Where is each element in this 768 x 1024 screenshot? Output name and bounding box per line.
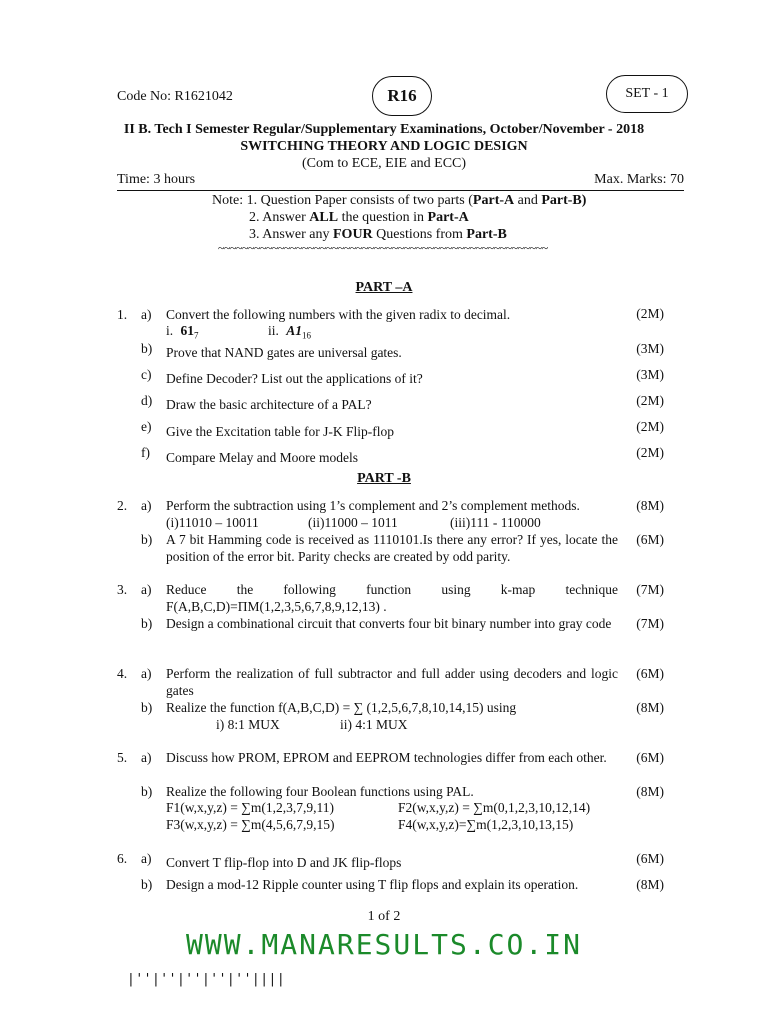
note-text: 3. Answer any <box>249 227 333 242</box>
item-marks: (2M) <box>636 419 664 434</box>
item-marks: (8M) <box>636 784 664 799</box>
question-number: 4. <box>117 666 128 681</box>
part-a-title: PART –A <box>355 280 413 295</box>
item-text: Draw the basic architecture of a PAL? <box>166 397 372 412</box>
note-text: 2. Answer <box>249 210 310 225</box>
note-text: Note: 1. Question Paper consists of two parts ( <box>212 193 473 208</box>
radix-base: 7 <box>194 330 199 341</box>
item-label: a) <box>141 307 152 322</box>
item-marks: (2M) <box>636 393 664 408</box>
item-label: b) <box>141 341 153 356</box>
watermark: WWW.MANARESULTS.CO.IN <box>185 928 582 961</box>
item-marks: (2M) <box>636 445 664 460</box>
barcode: |''|''|''|''|''|||| <box>127 972 286 987</box>
item-text: Design a combinational circuit that converts four bit binary number into gray code <box>166 616 612 631</box>
item-marks: (8M) <box>636 700 664 715</box>
mux-option-i: i) 8:1 MUX <box>216 717 280 732</box>
item-text: Design a mod-12 Ripple counter using T flip flops and explain its operation. <box>166 877 579 892</box>
item-marks: (6M) <box>636 666 664 681</box>
subtraction-i: (i)11010 – 10011 <box>166 515 259 530</box>
subtraction-ii: (ii)11000 – 1011 <box>308 515 398 530</box>
pal-function-f1: F1(w,x,y,z) = ∑m(1,2,3,7,9,11) <box>166 800 334 815</box>
item-label: b) <box>141 784 153 799</box>
note-text: the question in <box>338 210 428 225</box>
mux-option-ii: ii) 4:1 MUX <box>340 717 408 732</box>
note-line-1 <box>212 193 586 209</box>
item-label: f) <box>141 445 150 460</box>
note-text: Questions from <box>372 227 467 242</box>
item-label: e) <box>141 419 152 434</box>
item-text: Realize the function f(A,B,C,D) = ∑ (1,2,5,6,7,8,10,14,15) using <box>166 700 517 715</box>
item-text: Define Decoder? List out the applications of it? <box>166 371 423 386</box>
item-text: Reduce the following function using k-map technique <box>166 582 618 597</box>
header-divider <box>117 190 684 191</box>
item-label: b) <box>141 616 153 631</box>
item-marks: (6M) <box>636 851 664 866</box>
time-label: Time: 3 hours <box>117 172 196 187</box>
item-label: b) <box>141 532 153 547</box>
item-label: a) <box>141 851 152 866</box>
item-text: Compare Melay and Moore models <box>166 450 358 465</box>
exam-title: II B. Tech I Semester Regular/Supplementary Examinations, October/November - 2018 <box>123 122 645 137</box>
item-label: b) <box>141 700 153 715</box>
item-label: d) <box>141 393 153 408</box>
question-number: 3. <box>117 582 128 597</box>
item-text: Convert the following numbers with the given radix to decimal. <box>166 307 511 322</box>
pal-function-f4: F4(w,x,y,z)=∑m(1,2,3,10,13,15) <box>398 817 574 832</box>
question-number: 1. <box>117 307 128 322</box>
tilde-divider: ~~~~~~~~~~~~~~~~~~~~~~~~~~~~~~~~~~~~~~~~~~~~~~~~~~~~~~~ <box>218 241 548 255</box>
radix-value: 61 <box>180 323 195 338</box>
part-b-title: PART -B <box>357 471 411 486</box>
note-text: and <box>514 193 542 208</box>
item-marks: (8M) <box>636 498 664 513</box>
subtraction-iii: (iii)111 - 110000 <box>450 515 541 530</box>
note-part: Part-A <box>427 210 469 225</box>
item-text-line-2: F(A,B,C,D)=ΠM(1,2,3,5,6,7,8,9,12,13) . <box>166 599 387 614</box>
item-marks: (6M) <box>636 750 664 765</box>
item-text: Perform the subtraction using 1’s complement and 2’s complement methods. <box>166 498 580 513</box>
note-bold: ALL <box>309 210 339 225</box>
code-number: Code No: R1621042 <box>117 89 233 104</box>
note-part-b: Part-B) <box>541 193 587 208</box>
item-text: Give the Excitation table for J-K Flip-flop <box>166 424 394 439</box>
item-label: a) <box>141 498 152 513</box>
regulation-badge: R16 <box>372 76 432 116</box>
subject-title: SWITCHING THEORY AND LOGIC DESIGN <box>240 139 528 154</box>
item-label: a) <box>141 750 152 765</box>
question-number: 2. <box>117 498 128 513</box>
item-text: Prove that NAND gates are universal gates. <box>166 345 402 360</box>
pal-function-f2: F2(w,x,y,z) = ∑m(0,1,2,3,10,12,14) <box>398 800 591 815</box>
item-text: Perform the realization of full subtractor and full adder using decoders and logic gates <box>166 666 618 698</box>
pal-function-f3: F3(w,x,y,z) = ∑m(4,5,6,7,9,15) <box>166 817 335 832</box>
page-number: 1 of 2 <box>367 909 401 924</box>
item-marks: (2M) <box>636 306 664 321</box>
set-badge: SET - 1 <box>606 75 688 113</box>
note-part: Part-B <box>466 227 507 242</box>
radix-base: 16 <box>302 330 312 341</box>
item-text: Convert T flip-flop into D and JK flip-flops <box>166 855 402 870</box>
item-marks: (3M) <box>636 367 664 382</box>
item-label: a) <box>141 666 152 681</box>
item-label: a) <box>141 582 152 597</box>
question-number: 6. <box>117 851 128 866</box>
max-marks: Max. Marks: 70 <box>594 172 684 187</box>
branches: (Com to ECE, EIE and ECC) <box>301 156 467 171</box>
radix-value: A1 <box>286 323 303 338</box>
item-text: Realize the following four Boolean functions using PAL. <box>166 784 474 799</box>
item-marks: (8M) <box>636 877 664 892</box>
note-part-a: Part-A <box>472 193 515 208</box>
radix-item-i <box>166 322 199 345</box>
item-label: b) <box>141 877 153 892</box>
item-marks: (7M) <box>636 582 664 597</box>
item-marks: (7M) <box>636 616 664 631</box>
radix-item-ii <box>268 322 311 345</box>
sub-label: i. <box>166 323 174 338</box>
sub-label: ii. <box>268 323 279 338</box>
note-line-2 <box>249 210 469 226</box>
question-number: 5. <box>117 750 128 765</box>
item-text: A 7 bit Hamming code is received as 1110101.Is there any error? If yes, locate the position of the error bit. Parity checks are created by odd parity. <box>166 532 618 564</box>
item-text: Discuss how PROM, EPROM and EEPROM technologies differ from each other. <box>166 750 607 765</box>
item-label: c) <box>141 367 152 382</box>
note-bold: FOUR <box>333 227 373 242</box>
item-marks: (6M) <box>636 532 664 547</box>
item-marks: (3M) <box>636 341 664 356</box>
